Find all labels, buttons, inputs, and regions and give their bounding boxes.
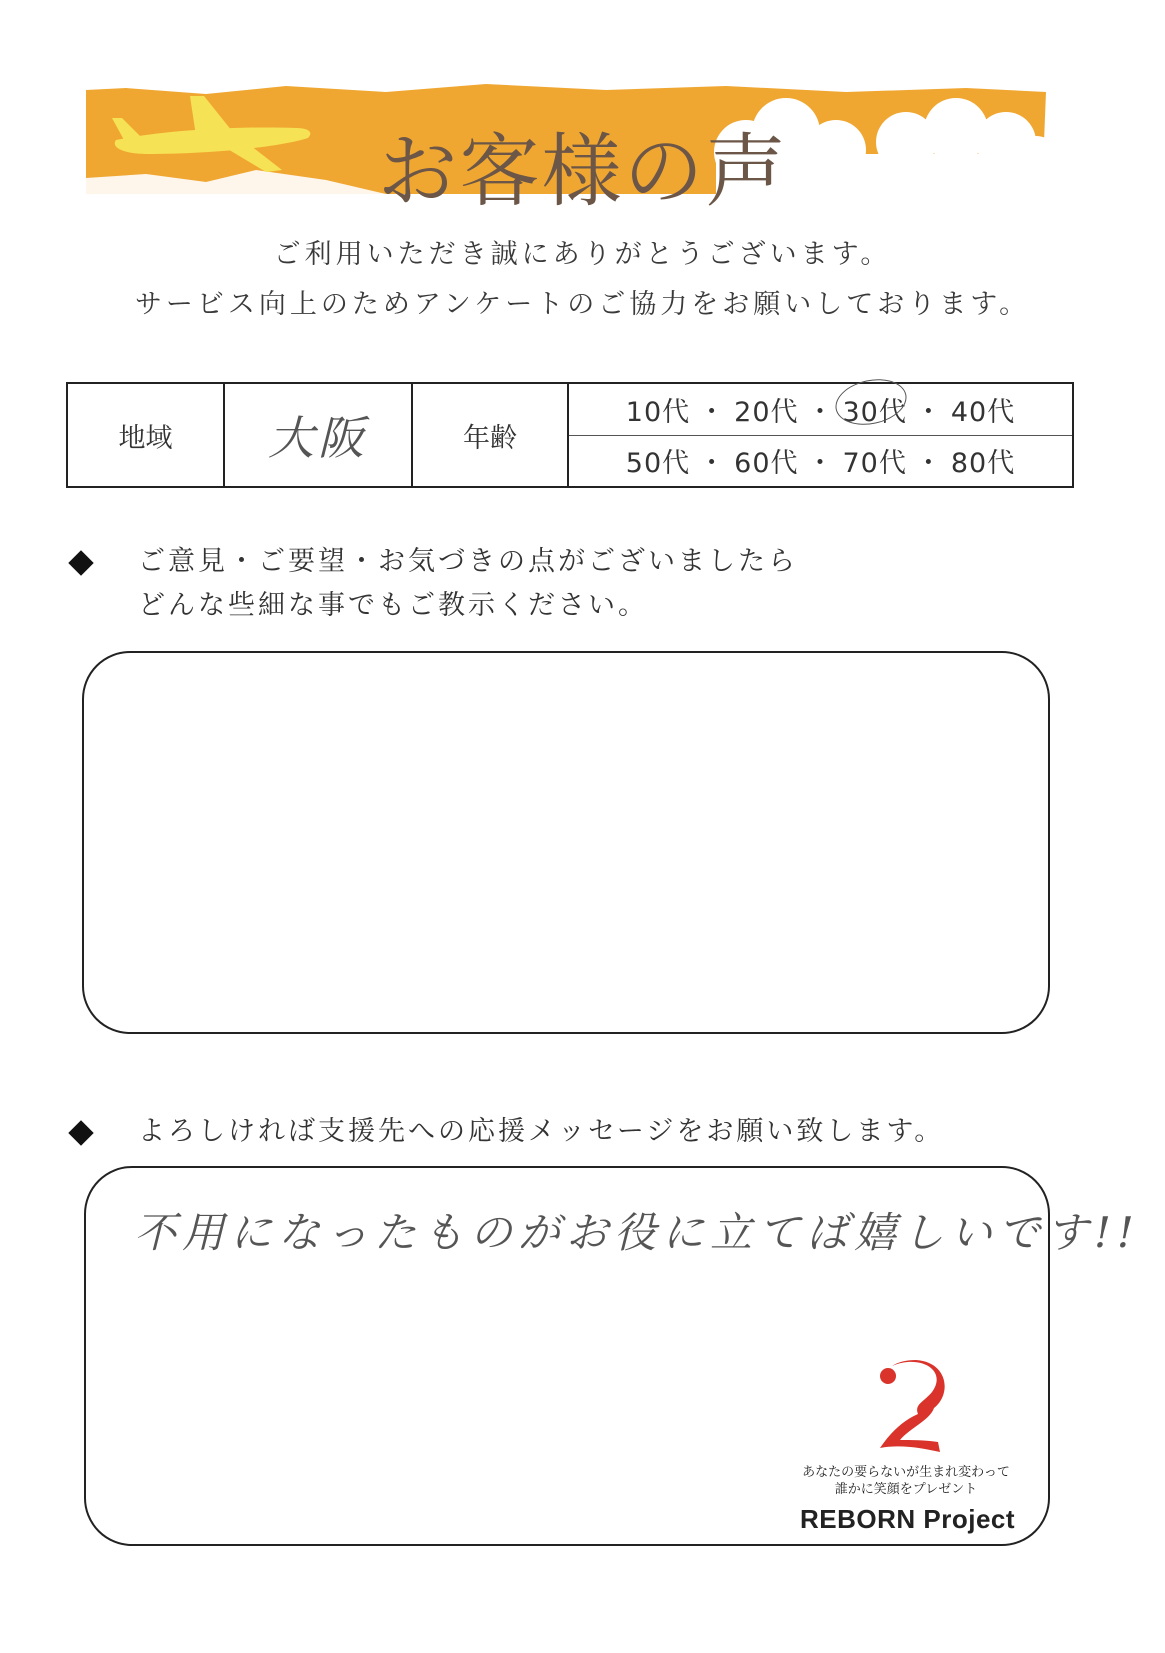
intro-line-1: ご利用いただき誠にありがとうございます。 <box>273 239 892 270</box>
age-separator: ・ <box>698 448 727 479</box>
age-label: 年齢 <box>413 384 569 486</box>
reborn-logo <box>786 1356 1026 1536</box>
reborn-tagline-1: あなたの要らないが生まれ変わって <box>802 1465 1010 1480</box>
diamond-bullet-icon <box>68 1120 93 1145</box>
age-row-1 <box>569 384 1072 435</box>
age-option-30-label: 30代 <box>842 397 907 428</box>
age-row-2 <box>569 435 1072 486</box>
age-option-50[interactable]: 50代 <box>625 448 691 479</box>
age-separator: ・ <box>698 397 727 428</box>
age-option-10[interactable]: 10代 <box>625 397 691 428</box>
section1-prompt-line1: ご意見・ご要望・お気づきの点がございましたら <box>138 546 798 577</box>
feedback-box[interactable] <box>82 651 1050 1034</box>
section2-prompt <box>72 1110 944 1154</box>
age-option-20[interactable]: 20代 <box>734 397 799 428</box>
intro-line-2: サービス向上のためアンケートのご協力をお願いしております。 <box>134 289 1031 320</box>
section1-prompt <box>72 540 798 628</box>
section2-prompt-text: よろしければ支援先への応援メッセージをお願い致します。 <box>138 1116 945 1147</box>
region-value[interactable]: 大阪 <box>225 384 413 486</box>
age-separator: ・ <box>806 448 835 479</box>
section1-prompt-line2: どんな些細な事でもご教示ください。 <box>138 590 648 621</box>
age-separator: ・ <box>914 397 943 428</box>
age-option-80[interactable]: 80代 <box>950 448 1016 479</box>
page-title: お客様の声 <box>377 125 788 218</box>
age-option-40[interactable]: 40代 <box>950 397 1016 428</box>
age-option-70[interactable]: 70代 <box>842 448 907 479</box>
info-table <box>66 382 1074 488</box>
reborn-tagline-2: 誰かに笑顔をプレゼント <box>834 1482 978 1497</box>
region-label: 地域 <box>68 384 225 486</box>
reborn-tagline <box>786 1464 1026 1498</box>
age-option-30-selected[interactable] <box>843 390 907 429</box>
age-options <box>569 384 1072 486</box>
age-option-60[interactable]: 60代 <box>734 448 799 479</box>
support-message: 不用になったものがお役に立てば嬉しいです!! <box>134 1208 1140 1257</box>
age-separator: ・ <box>914 448 943 479</box>
reborn-mark-icon <box>870 1356 950 1456</box>
reborn-name: REBORN Project <box>800 1504 1016 1534</box>
diamond-bullet-icon <box>68 550 93 575</box>
age-separator: ・ <box>806 397 835 428</box>
